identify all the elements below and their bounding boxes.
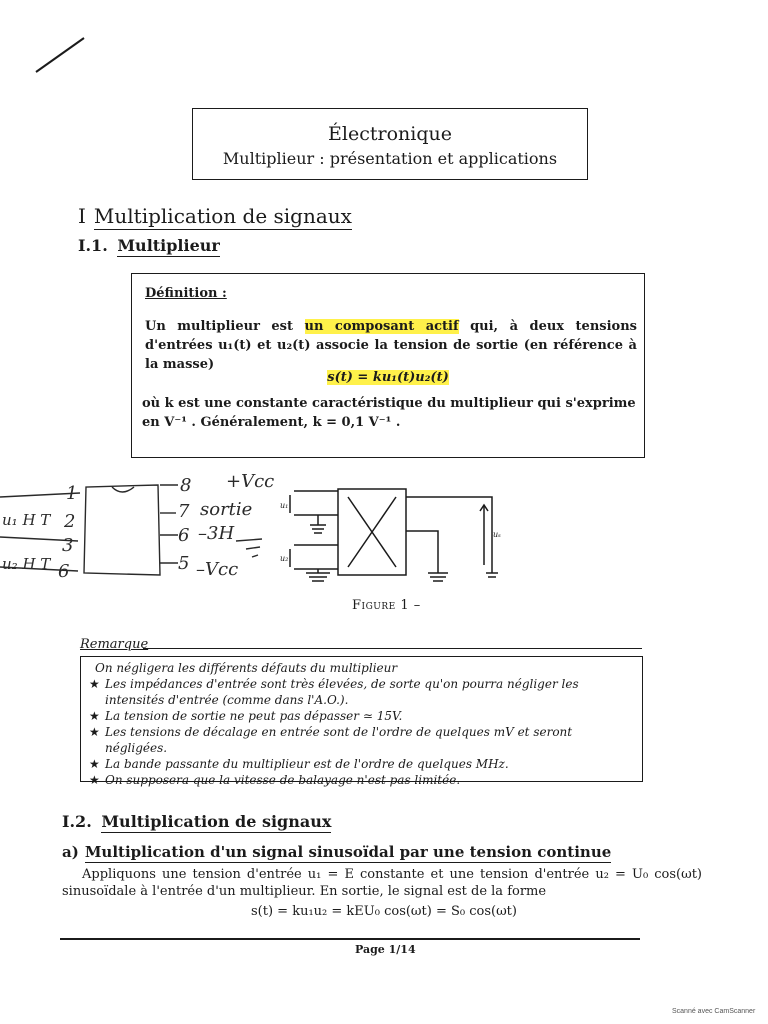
footer-divider [60, 938, 640, 940]
pin-4-label: 6 [58, 561, 70, 582]
multiply-cross-icon [348, 497, 396, 567]
ic-notch [112, 487, 134, 492]
star-bullet-icon: ★ [89, 709, 100, 723]
output-formula: s(t) = ku₁u₂ = kEU₀ cos(ωt) = S₀ cos(ωt) [251, 904, 517, 919]
handwritten-u1-label: u₁ H T [2, 511, 51, 529]
pin-7-label: 7 [178, 501, 190, 522]
sortie-label: sortie [200, 499, 253, 520]
remarque-box [80, 656, 643, 787]
ground-icon-u1 [310, 515, 326, 533]
u2-label: u₂ [280, 554, 289, 563]
definition-formula [132, 368, 644, 387]
ic-outline [84, 485, 160, 575]
definition-title: Définition : [145, 286, 227, 301]
pen-stroke-mark [30, 32, 90, 77]
pin-8-label: 8 [180, 475, 192, 496]
star-bullet-icon: ★ [89, 677, 100, 691]
section-1-2-heading [62, 812, 331, 832]
pin-6-note: –3H [198, 523, 235, 544]
figure-caption: Figure 1 – [352, 598, 421, 613]
subsection-1-1-number: I.1. [78, 236, 108, 255]
ground-icon-output [486, 573, 498, 577]
list-item-text: La bande passante du multiplieur est de l'ordre de quelques MHz. [105, 757, 509, 771]
highlighted-text: un composant actif [304, 319, 459, 334]
list-item [89, 708, 629, 724]
u1-wires [294, 491, 338, 515]
remarque-list [89, 676, 629, 788]
list-item-text: On supposera que la vitesse de balayage n'est pas limitée. [105, 773, 461, 787]
pin-6-label: 6 [178, 525, 190, 546]
u2-wires [294, 545, 338, 569]
section-1-heading [78, 203, 352, 229]
star-bullet-icon: ★ [89, 757, 100, 771]
ground-icon-u2 [306, 569, 330, 581]
list-item-text: Les tensions de décalage en entrée sont de l'ordre de quelques mV et seront négligées. [105, 725, 573, 755]
vcc-plus-label: +Vcc [226, 471, 275, 492]
subsection-1-1-title: Multiplieur [117, 236, 220, 255]
section-1-number: I [78, 204, 86, 228]
subsection-a-title: Multiplication d'un signal sinusoïdal par une tension continue [84, 843, 612, 861]
header-subtitle: Multiplieur : présentation et applications [222, 149, 558, 168]
list-item [89, 724, 629, 756]
formula-highlight: s(t) = ku₁(t)u₂(t) [327, 370, 449, 385]
definition-paragraph [145, 317, 637, 374]
section-1-2-number: I.2. [62, 812, 92, 831]
definition-box [131, 273, 645, 458]
definition-text-end: qui, à deux tensions d'entrées u₁(t) et u₂(t) associe la tension de sortie (en référence à la masse) [145, 319, 637, 372]
definition-text-start: Un multiplieur est [145, 319, 305, 334]
vcc-minus-label: –Vcc [196, 559, 239, 580]
list-item [89, 756, 629, 772]
body-paragraph: Appliquons une tension d'entrée u₁ = E constante et une tension d'entrée u₂ = U₀ cos(ωt) sinusoïdale à l'entrée d'un multiplieur. En sortie, le signal est de la forme [62, 867, 702, 899]
list-item-text: Les impédances d'entrée sont très élevées, de sorte qu'on pourra négliger les intensités d'entrée (comme dans l'A.O.). [105, 677, 579, 707]
list-item [89, 676, 629, 708]
header-box [192, 108, 588, 180]
remarque-label: Remarque [80, 637, 149, 652]
scanner-watermark: Scanné avec CamScanner [672, 1008, 756, 1015]
star-bullet-icon: ★ [89, 773, 100, 787]
multiplier-schematic [290, 489, 498, 581]
handwritten-ground-icon [236, 539, 262, 557]
us-label: uₛ [493, 530, 501, 539]
subsection-a-heading [62, 842, 611, 862]
list-item [89, 772, 629, 788]
figure-1-diagram [0, 465, 768, 590]
section-1-title: Multiplication de signaux [93, 204, 352, 228]
u1-label: u₁ [280, 501, 289, 510]
page-number: Page 1/14 [355, 943, 416, 956]
subsection-1-1-heading [78, 236, 220, 256]
pin-2-label: 2 [64, 511, 76, 532]
list-item-text: La tension de sortie ne peut pas dépasser ≃ 15V. [105, 709, 403, 723]
handwritten-u2-label: u₂ H T [2, 555, 51, 573]
output-wires [406, 497, 492, 581]
pin-3-label: 3 [62, 535, 74, 556]
remarque-line [143, 648, 642, 649]
section-1-2-title: Multiplication de signaux [101, 812, 332, 831]
star-bullet-icon: ★ [89, 725, 100, 739]
pin-5-label: 5 [178, 553, 190, 574]
definition-constant-text: où k est une constante caractéristique du multiplieur qui s'exprime en V⁻¹ . Généralement, k = 0,1 V⁻¹ . [142, 396, 636, 430]
pin-1-label: 1 [66, 483, 78, 504]
header-title: Électronique [328, 123, 452, 145]
subsection-a-number: a) [62, 843, 79, 861]
remarque-intro: On négligera les différents défauts du multiplieur [95, 661, 398, 675]
